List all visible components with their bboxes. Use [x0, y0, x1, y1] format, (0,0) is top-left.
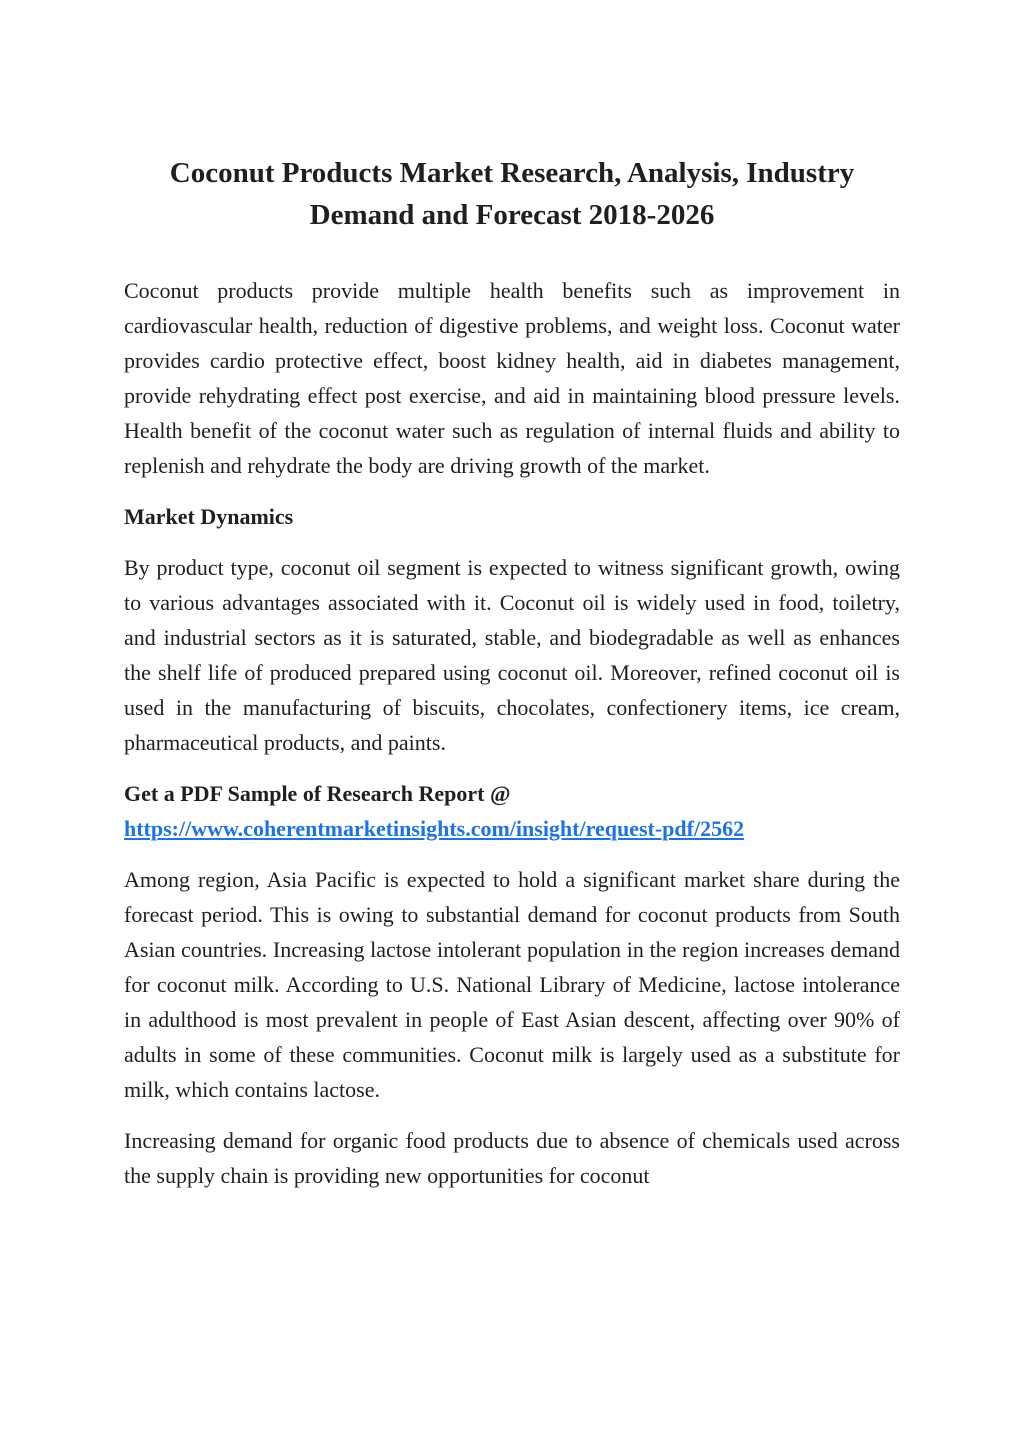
intro-paragraph: Coconut products provide multiple health benefits such as improvement in cardiovascular health, reduction of digestive problems, and weight loss. Coconut water provides cardio protective effect, boost kidney health, aid in diabetes management, provide rehydrating effect post exercise, and aid in maintaining blood pressure levels. Health benefit of the coconut water such as regulation of internal fluids and ability to replenish and rehydrate the body are driving growth of the market.: [124, 278, 900, 478]
title-line-2: Demand and Forecast 2018-2026: [309, 199, 715, 231]
document-page: [124, 152, 900, 1209]
region-paragraph: Among region, Asia Pacific is expected to hold a significant market share during the forecast period. This is owing to substantial demand for coconut products from South Asian countries. Increasing lactose intolerant population in the region increases demand for coconut milk. According to U.S. National Library of Medicine, lactose intolerance in adulthood is most prevalent in people of East Asian descent, affecting over 90% of adults in some of these communities. Coconut milk is largely used as a substitute for milk, which contains lactose.: [124, 867, 900, 1102]
cta-label: Get a PDF Sample of Research Report @: [124, 781, 511, 806]
title-line-1: Coconut Products Market Research, Analysis, Industry: [169, 157, 855, 189]
section-heading-market-dynamics: Market Dynamics: [124, 504, 294, 529]
request-pdf-link[interactable]: https://www.coherentmarketinsights.com/insight/request-pdf/2562: [124, 816, 745, 841]
pdf-sample-cta: [124, 776, 900, 846]
organic-demand-paragraph: Increasing demand for organic food products due to absence of chemicals used across the supply chain is providing new opportunities for coconut: [124, 1128, 900, 1188]
market-dynamics-paragraph: By product type, coconut oil segment is expected to witness significant growth, owing to various advantages associated with it. Coconut oil is widely used in food, toiletry, and industrial sectors as it is saturated, stable, and biodegradable as well as enhances the shelf life of produced prepared using coconut oil. Moreover, refined coconut oil is used in the manufacturing of biscuits, chocolates, confectionery items, ice cream, pharmaceutical products, and paints.: [124, 555, 900, 755]
title-block: [124, 152, 900, 236]
document-title: [124, 152, 900, 236]
